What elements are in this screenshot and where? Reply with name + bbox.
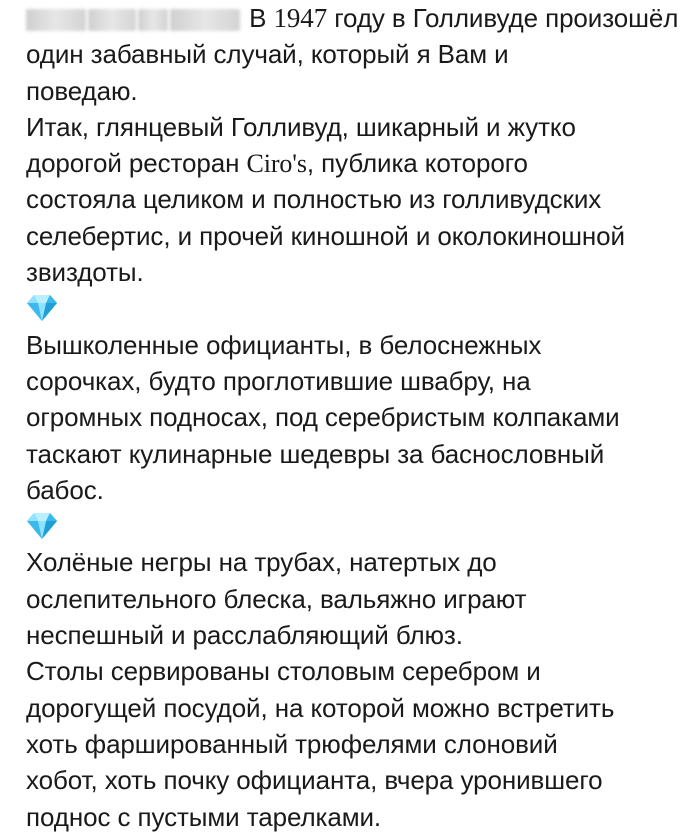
- post-line: Итак, глянцевый Голливуд, шикарный и жутко: [26, 111, 576, 142]
- post-line: дорогущей посудой, на которой можно встретить: [26, 692, 615, 723]
- post-line: [26, 145, 690, 181]
- post-line: бабос.: [26, 474, 104, 505]
- post-line: таскают кулинарные шедевры за баснословный: [26, 438, 605, 469]
- post-text-segment: В: [242, 3, 274, 33]
- post-text-segment: , публика которого: [306, 148, 528, 179]
- gem-icon: [26, 293, 58, 323]
- post-line: Столы сервированы столовым серебром и: [26, 656, 541, 687]
- post-line: ослепительного блеска, вальяжно играют: [26, 583, 527, 614]
- post-line: поднос с пустыми тарелками.: [26, 801, 382, 832]
- gem-icon: [26, 511, 58, 541]
- post-line: поведаю.: [26, 75, 138, 106]
- post-line: огромных подносах, под серебристым колпаками: [26, 402, 620, 433]
- post-line: состояла целиком и полностью из голливудских: [26, 184, 602, 215]
- post-line: Холёные негры на трубах, натертых до: [26, 547, 497, 578]
- post-text-segment: году в Голливуде произошёл: [327, 3, 679, 33]
- post-line: звиздоты.: [26, 257, 144, 288]
- separator-line: [26, 508, 690, 544]
- post-line: селебертис, и прочей киношной и околокиношной: [26, 220, 625, 251]
- post-line: хобот, хоть почку официанта, вчера уронившего: [26, 765, 603, 796]
- post-line: сорочках, будто проглотившие швабру, на: [26, 365, 531, 396]
- post-line: один забавный случай, который я Вам и: [26, 39, 509, 70]
- post-line: [26, 0, 690, 36]
- post-year: 1947: [273, 3, 328, 33]
- separator-line: [26, 290, 690, 326]
- post-line: хоть фаршированный трюфелями слоновий: [26, 728, 558, 759]
- post-line: неспешный и расслабляющий блюз.: [26, 620, 463, 651]
- restaurant-name: Ciro's: [246, 149, 307, 179]
- post-text-segment: дорогой ресторан: [26, 148, 247, 179]
- post-line: Вышколенные официанты, в белоснежных: [26, 329, 542, 360]
- post-text: [26, 0, 690, 835]
- blurred-author-name: [26, 4, 242, 30]
